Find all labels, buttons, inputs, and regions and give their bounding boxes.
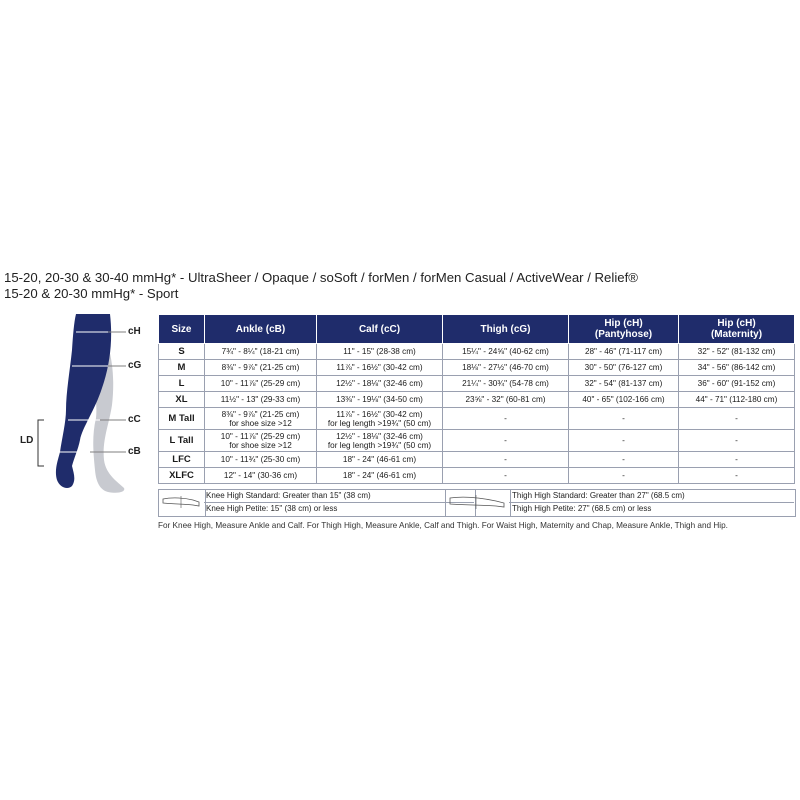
ankle-cell: 12" - 14" (30-36 cm) — [205, 468, 317, 484]
size-cell: XL — [159, 392, 205, 408]
ankle-cell: 8⅜" - 9⅞" (21-25 cm) — [205, 360, 317, 376]
thigh-cell: 23⅝" - 32" (60-81 cm) — [443, 392, 569, 408]
ankle-value: 10" - 11⅞" (25-29 cm) — [220, 431, 301, 441]
size-cell: LFC — [159, 452, 205, 468]
size-cell: S — [159, 344, 205, 360]
thigh-cell: - — [443, 408, 569, 430]
hip-pantyhose-cell: - — [569, 468, 679, 484]
ankle-value: 8⅜" - 9⅞" (21-25 cm) — [221, 409, 300, 419]
leg-measurement-diagram — [0, 310, 160, 500]
thigh-cell: - — [443, 468, 569, 484]
ankle-cell — [205, 408, 317, 430]
table-row — [159, 452, 795, 468]
header-hip-pantyhose — [569, 315, 679, 344]
size-chart-table — [158, 314, 795, 484]
sport-line-heading: 15-20 & 20-30 mmHg* - Sport — [4, 286, 179, 301]
hip-pantyhose-cell: - — [569, 430, 679, 452]
calf-cell: 13⅜" - 19⅛" (34-50 cm) — [317, 392, 443, 408]
hip-maternity-cell: 34" - 56" (86-142 cm) — [679, 360, 795, 376]
ld-bracket — [38, 420, 44, 466]
calf-cell: 18" - 24" (46-61 cm) — [317, 468, 443, 484]
calf-condition: for leg length >19¾" (50 cm) — [327, 418, 432, 428]
calf-cell — [317, 408, 443, 430]
thigh-high-petite-note: Thigh High Petite: 27" (68.5 cm) or less — [512, 504, 652, 513]
calf-cell: 11⅞" - 16½" (30-42 cm) — [317, 360, 443, 376]
size-cell: L Tall — [159, 430, 205, 452]
ld-label: LD — [20, 435, 34, 446]
hip-maternity-cell: 32" - 52" (81-132 cm) — [679, 344, 795, 360]
cb-label: cB — [128, 446, 141, 457]
header-size: Size — [159, 315, 205, 344]
table-header-row — [159, 315, 795, 344]
calf-cell: 11" - 15" (28-38 cm) — [317, 344, 443, 360]
hip-maternity-cell: - — [679, 408, 795, 430]
knee-icon-cell — [158, 489, 206, 517]
calf-cell — [317, 430, 443, 452]
hip-pantyhose-cell: 32" - 54" (81-137 cm) — [569, 376, 679, 392]
hip-pantyhose-cell: - — [569, 452, 679, 468]
table-row — [159, 360, 795, 376]
leg-illustration — [0, 310, 160, 500]
table-row — [159, 392, 795, 408]
ankle-cell — [205, 430, 317, 452]
hip-maternity-cell: - — [679, 468, 795, 484]
thigh-cell: 15¼" - 24⅝" (40-62 cm) — [443, 344, 569, 360]
header-thigh: Thigh (cG) — [443, 315, 569, 344]
thigh-cell: - — [443, 452, 569, 468]
header-ankle: Ankle (cB) — [205, 315, 317, 344]
hip-maternity-cell: - — [679, 452, 795, 468]
cc-label: cC — [128, 414, 141, 425]
header-calf: Calf (cC) — [317, 315, 443, 344]
cg-label: cG — [128, 360, 142, 371]
thigh-icon-cell — [445, 489, 511, 517]
header-hip-pantyhose-line2: (Pantyhose) — [594, 329, 653, 340]
table-row — [159, 376, 795, 392]
ankle-cell: 7¾" - 8¼" (18-21 cm) — [205, 344, 317, 360]
ankle-cell: 11½" - 13" (29-33 cm) — [205, 392, 317, 408]
header-hip-maternity-line1: Hip (cH) — [717, 318, 756, 329]
size-cell: M — [159, 360, 205, 376]
hip-pantyhose-cell: 28" - 46" (71-117 cm) — [569, 344, 679, 360]
hip-pantyhose-cell: 30" - 50" (76-127 cm) — [569, 360, 679, 376]
table-row — [159, 344, 795, 360]
knee-high-petite-note: Knee High Petite: 15" (38 cm) or less — [206, 504, 338, 513]
ankle-cell: 10" - 11¾" (25-30 cm) — [205, 452, 317, 468]
header-hip-pantyhose-line1: Hip (cH) — [604, 318, 643, 329]
hip-maternity-cell: 36" - 60" (91-152 cm) — [679, 376, 795, 392]
size-cell: XLFC — [159, 468, 205, 484]
knee-high-standard-note: Knee High Standard: Greater than 15" (38 cm) — [206, 491, 371, 500]
hip-maternity-cell: 44" - 71" (112-180 cm) — [679, 392, 795, 408]
table-row — [159, 408, 795, 430]
table-row — [159, 468, 795, 484]
size-cell: M Tall — [159, 408, 205, 430]
thigh-cell: 21¼" - 30¾" (54-78 cm) — [443, 376, 569, 392]
table-row — [159, 430, 795, 452]
ankle-cell: 10" - 11⅞" (25-29 cm) — [205, 376, 317, 392]
size-cell: L — [159, 376, 205, 392]
header-hip-maternity-line2: (Maternity) — [710, 329, 763, 340]
ankle-condition: for shoe size >12 — [229, 440, 292, 450]
calf-value: 12½" - 18⅛" (32-46 cm) — [336, 431, 423, 441]
hip-maternity-cell: - — [679, 430, 795, 452]
calf-cell: 18" - 24" (46-61 cm) — [317, 452, 443, 468]
calf-cell: 12½" - 18⅛" (32-46 cm) — [317, 376, 443, 392]
header-hip-maternity — [679, 315, 795, 344]
thigh-cell: 18⅛" - 27½" (46-70 cm) — [443, 360, 569, 376]
hip-pantyhose-cell: 40" - 65" (102-166 cm) — [569, 392, 679, 408]
thigh-cell: - — [443, 430, 569, 452]
calf-value: 11⅞" - 16½" (30-42 cm) — [336, 409, 423, 419]
knee-high-leg-icon — [159, 490, 205, 516]
thigh-high-leg-icon — [446, 490, 510, 516]
measurement-instructions: For Knee High, Measure Ankle and Calf. For Thigh High, Measure Ankle, Calf and Thigh. For Waist High, Maternity and Chap, Measure Ankle, Thigh and Hip. — [158, 521, 728, 530]
ch-label: cH — [128, 326, 141, 337]
hip-pantyhose-cell: - — [569, 408, 679, 430]
calf-condition: for leg length >19¾" (50 cm) — [327, 440, 432, 450]
ankle-condition: for shoe size >12 — [229, 418, 292, 428]
product-line-heading: 15-20, 20-30 & 30-40 mmHg* - UltraSheer / Opaque / soSoft / forMen / forMen Casual / ActiveWear / Relief® — [4, 270, 638, 285]
thigh-high-standard-note: Thigh High Standard: Greater than 27" (68.5 cm) — [512, 491, 685, 500]
